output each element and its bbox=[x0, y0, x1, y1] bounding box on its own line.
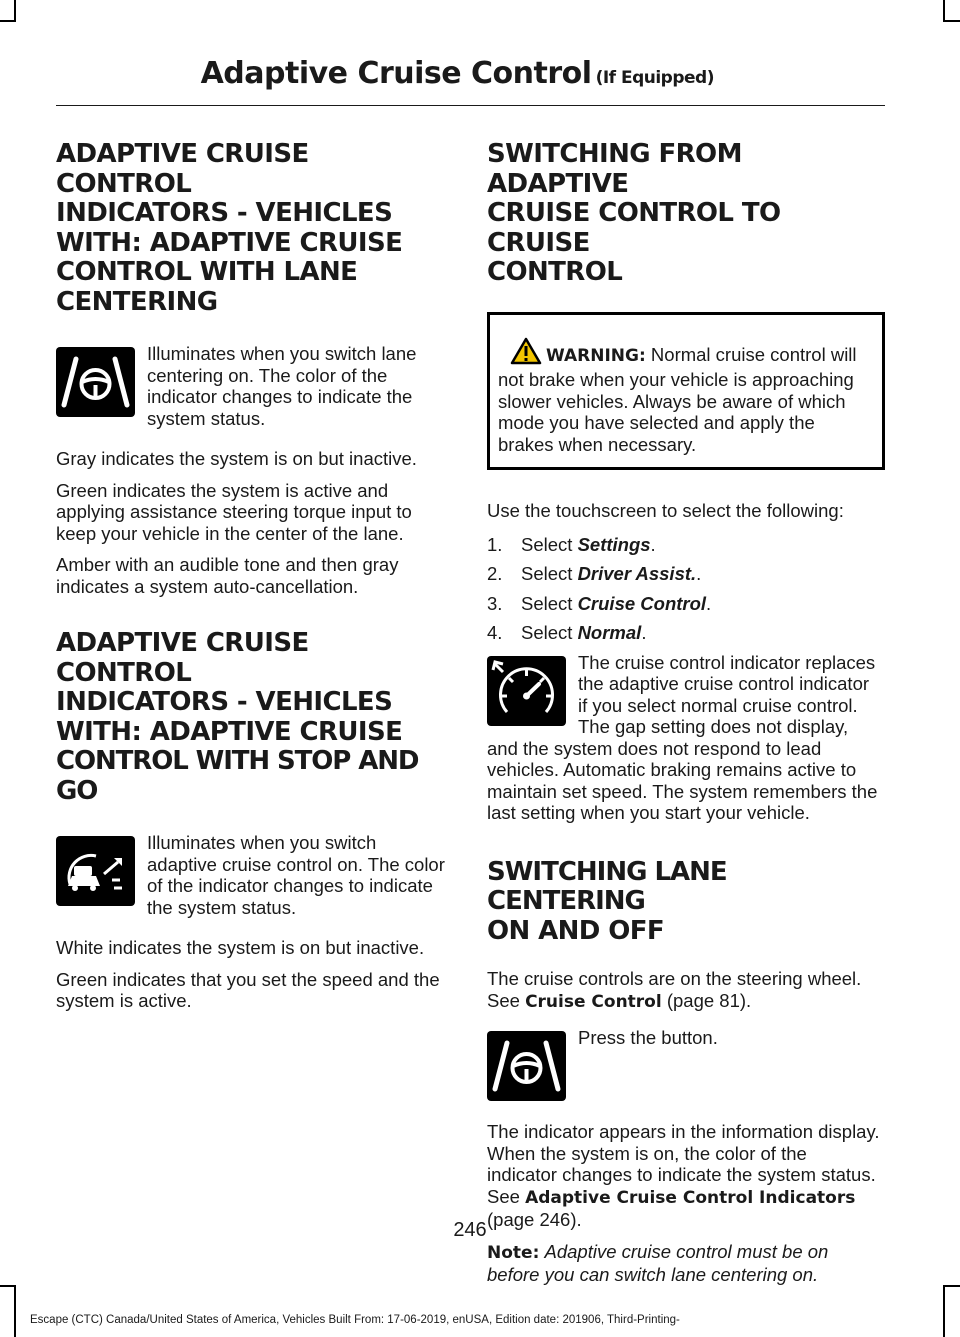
crop-mark-bottom-right-h bbox=[943, 1285, 960, 1287]
paragraph: Green indicates that you set the speed and the system is active. bbox=[56, 968, 440, 1011]
crop-mark-top-left-h bbox=[0, 20, 16, 22]
lane-centering-icon bbox=[56, 347, 135, 417]
section-heading-switching-lane-centering bbox=[487, 858, 881, 947]
heading-line: INDICATORS - VEHICLES bbox=[56, 687, 393, 717]
warning-box bbox=[487, 312, 885, 471]
crop-mark-bottom-left-h bbox=[0, 1285, 16, 1287]
heading-line: CONTROL WITH STOP AND GO bbox=[56, 746, 419, 806]
crop-mark-bottom-left bbox=[14, 1285, 16, 1337]
section-heading-lane-centering-indicators bbox=[56, 140, 450, 317]
heading-line: WITH: ADAPTIVE CRUISE bbox=[56, 227, 403, 258]
indicator-description: The cruise control indicator replaces the adaptive cruise control indicator if you select normal cruise control. The gap setting does not display, and the system does not respond to lead vehicles. Automatic braking remains active to maintain set speed. The system remembers the last setting when you start your vehicle. bbox=[487, 651, 878, 823]
right-column bbox=[487, 140, 881, 1286]
heading-line: INDICATORS - VEHICLES bbox=[56, 198, 393, 228]
heading-line: CENTERING bbox=[56, 286, 218, 317]
heading-line: WITH: ADAPTIVE CRUISE bbox=[56, 716, 403, 747]
list-item: 3. Select Cruise Control. bbox=[487, 592, 712, 614]
cross-reference-link[interactable]: Adaptive Cruise Control Indicators bbox=[525, 1187, 856, 1208]
heading-line: ADAPTIVE CRUISE CONTROL bbox=[56, 139, 309, 199]
menu-item-settings: Settings bbox=[577, 533, 651, 555]
indicator-description: Illuminates when you switch adaptive cruise control on. The color of the indicator changes to indicate the system status. bbox=[147, 832, 445, 918]
crop-mark-top-right-h bbox=[943, 20, 960, 22]
heading-line: CRUISE CONTROL TO CRUISE bbox=[487, 198, 781, 258]
paragraph: Green indicates the system is active and applying assistance steering torque input to keep your vehicle in the center of the lane. bbox=[56, 479, 412, 544]
list-item: 4. Select Normal. bbox=[487, 622, 647, 643]
heading-line: ON AND OFF bbox=[487, 915, 665, 946]
indicator-description: Illuminates when you switch lane centering on. The color of the indicator changes to indicate the system status. bbox=[147, 343, 417, 429]
section-heading-stop-and-go-indicators bbox=[56, 629, 450, 806]
crop-mark-top-right bbox=[943, 0, 945, 22]
list-item: 1. Select Settings. bbox=[487, 533, 656, 555]
cruise-control-icon bbox=[487, 656, 566, 726]
menu-item-cruise-control: Cruise Control bbox=[577, 592, 707, 614]
paragraph: The indicator appears in the information display. When the system is on, the color of the indicator changes to indicate the system status. See Adaptive Cruise Control Indicators (page 246). bbox=[487, 1121, 880, 1230]
note-label: Note: bbox=[487, 1242, 540, 1263]
paragraph: The cruise controls are on the steering wheel. See Cruise Control (page 81). bbox=[487, 968, 862, 1012]
section-heading-switching-to-cruise bbox=[487, 140, 881, 288]
header-title-text: Adaptive Cruise Control bbox=[200, 56, 592, 91]
steps-list bbox=[487, 534, 881, 644]
heading-line: CONTROL bbox=[487, 257, 623, 287]
page-header-title bbox=[201, 56, 714, 91]
paragraph: Amber with an audible tone and then gray indicates a system auto-cancellation. bbox=[56, 554, 399, 597]
steps-lead: Use the touchscreen to select the following: bbox=[487, 500, 844, 521]
heading-line: ADAPTIVE CRUISE CONTROL bbox=[56, 628, 309, 688]
crop-mark-top-left bbox=[14, 0, 16, 22]
cross-reference-link[interactable]: Cruise Control bbox=[525, 991, 662, 1012]
button-instruction: Press the button. bbox=[578, 1027, 718, 1048]
note bbox=[487, 1241, 881, 1286]
list-item: 2. Select Driver Assist.. bbox=[487, 563, 702, 584]
heading-line: CONTROL WITH LANE bbox=[56, 257, 358, 287]
warning-text: Normal cruise control will not brake when your vehicle is approaching slower vehicles. Always be aware of which mode you have selected and apply the brakes when necessary. bbox=[498, 343, 857, 455]
header-title-suffix: (If Equipped) bbox=[595, 68, 714, 88]
left-column bbox=[56, 140, 450, 1012]
warning-keyword: WARNING: bbox=[546, 345, 646, 366]
menu-item-normal: Normal bbox=[577, 622, 642, 643]
note-text: Adaptive cruise control must be on before you can switch lane centering on. bbox=[487, 1240, 829, 1285]
heading-line: SWITCHING FROM ADAPTIVE bbox=[487, 139, 742, 199]
header-divider bbox=[56, 105, 885, 106]
heading-line: SWITCHING LANE CENTERING bbox=[487, 856, 727, 916]
paragraph: Gray indicates the system is on but inactive. bbox=[56, 448, 417, 469]
page-number: 246 bbox=[453, 1219, 487, 1241]
adaptive-cruise-icon bbox=[56, 836, 135, 906]
paragraph: White indicates the system is on but inactive. bbox=[56, 937, 425, 958]
footer-edition-info: Escape (CTC) Canada/United States of America, Vehicles Built From: 17-06-2019, enUSA, Edition date: 201906, Third-Printing- bbox=[30, 1314, 680, 1326]
menu-item-driver-assist: Driver Assist. bbox=[577, 563, 697, 584]
warning-icon bbox=[510, 337, 542, 370]
lane-centering-icon bbox=[487, 1031, 566, 1101]
crop-mark-bottom-right bbox=[943, 1285, 945, 1337]
